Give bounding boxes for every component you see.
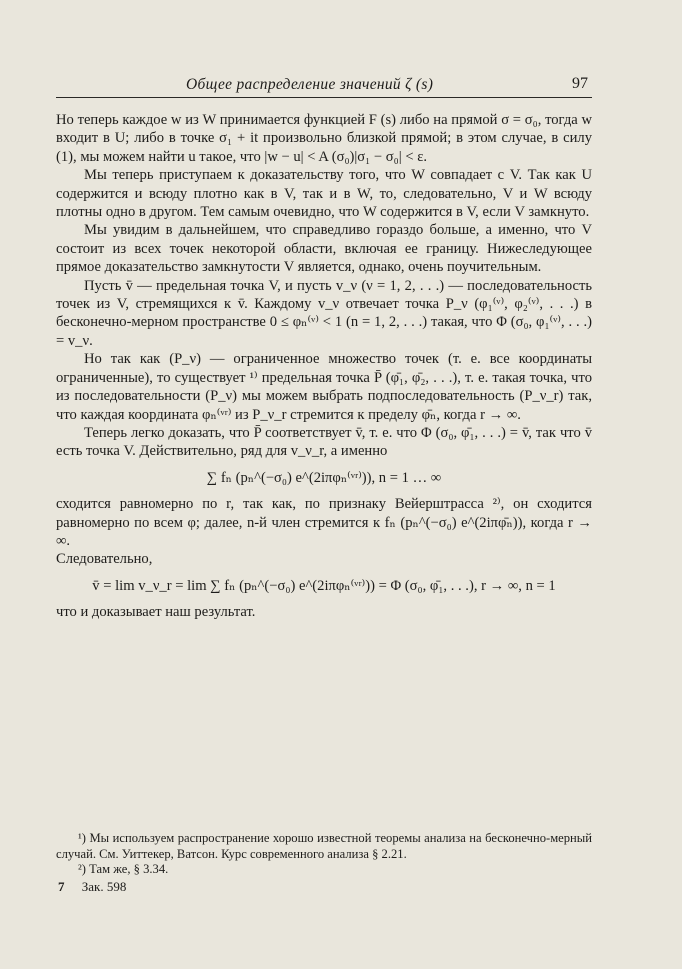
sheet-number: 7 — [58, 879, 65, 894]
footnotes — [56, 831, 592, 878]
conclusion-line: что и доказывает наш результат. — [56, 604, 256, 621]
page-number: 97 — [572, 75, 588, 92]
printer-signature — [58, 879, 126, 895]
header-rule — [56, 97, 592, 98]
paragraph-4: Пусть v̄ — предельная точка V, и пусть v_ν (ν = 1, 2, . . .) — последовательность точек из V, стремящихся к v̄. Каждому v_ν отвечает точка P_ν (φ₁⁽ᵛ⁾, φ₂⁽ᵛ⁾, . . .) в бесконечно-мерном пространстве 0 ≤ φₙ⁽ᵛ⁾ < 1 (n = 1, 2, . . .) такая, что Φ (σ₀, φ₁⁽ᵛ⁾, . . .) = v_ν. — [56, 277, 592, 349]
paragraph-2: Мы теперь приступаем к доказательству того, что W совпадает с V. Так как U содержится и всюду плотно как в V, так и в W, то, следовательно, V и W всюду плотны одно в другом. Тем самым очевидно, что W содержится в V, если V замкнуто. — [56, 167, 592, 221]
formula-series: ∑ fₙ (pₙ^(−σ₀) e^(2iπφₙ⁽ᵛʳ⁾)), n = 1 … ∞ — [206, 469, 442, 486]
running-title: Общее распределение значений ζ (s) — [186, 76, 434, 93]
paragraph-5: Но так как (P_ν) — ограниченное множество точек (т. е. все координаты ограниченные), то существует ¹⁾ предельная точка P̄ (φ̄₁, φ̄₂, . . .), т. е. такая точка, что из последовательности (P_ν) мы можем выбрать подпоследовательность (P_ν_r) так, что каждая координата φₙ⁽ᵛʳ⁾ из P_ν_r стремится к пределу φ̄ₙ, когда r → ∞. — [56, 351, 592, 423]
paragraph-7: сходится равномерно по r, так как, по признаку Вейерштрасса ²⁾, он сходится равномерно по всем φ; далее, n-й член стремится к fₙ (pₙ^(−σ₀) e^(2iπφ̄ₙ)), когда r → ∞. — [56, 496, 592, 549]
paragraph-6: Теперь легко доказать, что P̄ соответствует v̄, т. е. что Φ (σ₀, φ̄₁, . . .) = v̄, так что v̄ есть точка V. Действительно, ряд для v_ν_r, а именно — [56, 424, 592, 460]
paragraph-3: Мы увидим в дальнейшем, что справедливо гораздо больше, а именно, что V состоит из всех точек некоторой области, включая ее границу. Нижеследующее прямое доказательство замкнутости V является, однако, очень поучительным. — [56, 222, 592, 276]
order-number: Зак. 598 — [81, 879, 127, 894]
consequently-line: Следовательно, — [56, 551, 153, 568]
paragraph-1: Но теперь каждое w из W принимается функцией F (s) либо на прямой σ = σ₀, тогда w входит в U; либо в точке σ₁ + it произвольно близкой прямой; в этом случае, в силу (1), мы можем найти u такое, что |w − u| < A (σ₀)|σ₁ − σ₀| < ε. — [56, 112, 592, 165]
footnote-1: ¹) Мы используем распространение хорошо известной теоремы анализа на бесконечно-мерный случай. См. Уиттекер, Ватсон. Курс современного анализа § 2.21. — [56, 831, 592, 861]
formula-limit: v̄ = lim v_ν_r = lim ∑ fₙ (pₙ^(−σ₀) e^(2iπφₙ⁽ᵛʳ⁾)) = Φ (σ₀, φ̄₁, . . .), r → ∞, n = 1 — [92, 577, 556, 594]
footnote-2: ²) Там же, § 3.34. — [78, 862, 169, 877]
running-header — [56, 74, 592, 96]
main-text — [56, 111, 592, 622]
